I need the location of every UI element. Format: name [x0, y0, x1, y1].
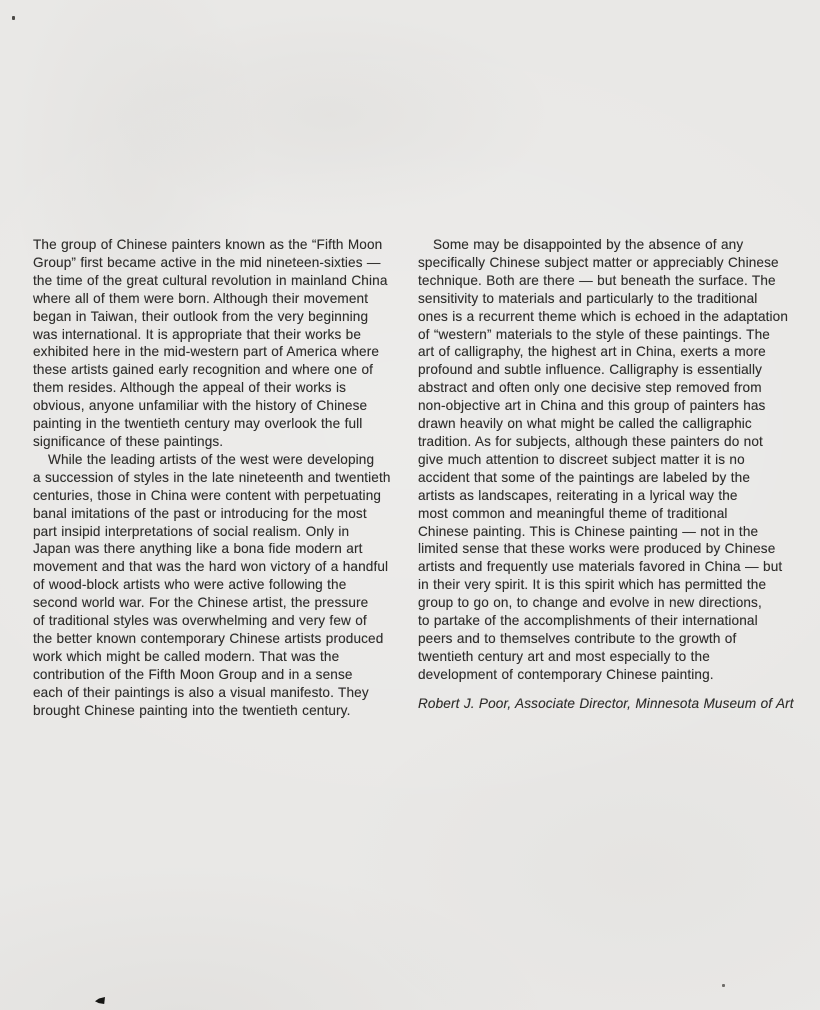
text-line: abstract and often only one decisive step removed from — [418, 380, 762, 396]
text-line: of wood-block artists who were active following the — [33, 577, 347, 593]
scan-speck-bottom-right — [722, 984, 725, 987]
text-line: painting in the twentieth century may overlook the full — [33, 416, 363, 432]
paragraph — [418, 236, 810, 684]
text-line: banal imitations of the past or introducing for the most — [33, 505, 367, 521]
text-line: them resides. Although the appeal of their works is — [33, 380, 347, 396]
text-line: to partake of the accomplishments of their international — [418, 613, 758, 629]
paragraph — [33, 451, 413, 720]
signature-line: Robert J. Poor, Associate Director, Minnesota Museum of Art — [418, 695, 794, 711]
text-line: artists and frequently use materials favored in China — but — [418, 559, 783, 575]
text-line: development of contemporary Chinese painting. — [418, 666, 714, 682]
text-line: in their very spirit. It is this spirit which has permitted the — [418, 577, 767, 593]
text-line: exhibited here in the mid-western part of America where — [33, 344, 380, 360]
text-line: most common and meaningful theme of traditional — [418, 505, 728, 521]
text-line: drawn heavily on what might be called the calligraphic — [418, 416, 752, 432]
text-line: Japan was there anything like a bona fide modern art — [33, 541, 363, 557]
text-line: work which might be called modern. That was the — [33, 648, 340, 664]
text-line: artists as landscapes, reiterating in a lyrical way the — [418, 487, 738, 503]
text-line: part insipid interpretations of social realism. Only in — [33, 523, 350, 539]
text-line: significance of these paintings. — [33, 433, 224, 449]
text-line: Group” first became active in the mid nineteen-sixties — — [33, 254, 381, 270]
text-line: Some may be disappointed by the absence of any — [433, 237, 744, 252]
text-line: contribution of the Fifth Moon Group and in a sense — [33, 666, 353, 682]
text-line: obvious, anyone unfamiliar with the history of Chinese — [33, 398, 368, 414]
text-line: tradition. As for subjects, although these painters do not — [418, 433, 763, 449]
text-line: the better known contemporary Chinese artists produced — [33, 630, 384, 646]
text-line: these artists gained early recognition and where one of — [33, 362, 374, 378]
paragraph-container-right — [418, 236, 810, 684]
text-column-right — [418, 236, 810, 713]
text-line: twentieth century art and most especially to the — [418, 648, 710, 664]
text-line: was international. It is appropriate that their works be — [33, 326, 362, 342]
text-line: give much attention to discreet subject matter it is no — [418, 451, 745, 467]
paragraph — [33, 236, 413, 451]
text-line: specifically Chinese subject matter or appreciably Chinese — [418, 254, 779, 270]
text-line: brought Chinese painting into the twentieth century. — [33, 702, 351, 718]
text-line: art of calligraphy, the highest art in China, exerts a more — [418, 344, 766, 360]
text-line: second world war. For the Chinese artist, the pressure — [33, 595, 369, 611]
text-line: non-objective art in China and this group of painters has — [418, 398, 766, 414]
text-line: limited sense that these works were produced by Chinese — [418, 541, 776, 557]
text-column-left — [33, 236, 413, 719]
text-line: the time of the great cultural revolution in mainland China — [33, 272, 388, 288]
text-line: began in Taiwan, their outlook from the very beginning — [33, 308, 369, 324]
text-line: sensitivity to materials and particularly to the traditional — [418, 290, 758, 306]
text-line: movement and that was the hard won victory of a handful — [33, 559, 389, 575]
text-line: where all of them were born. Although their movement — [33, 290, 369, 306]
text-line: a succession of styles in the late nineteenth and twentieth — [33, 469, 391, 485]
text-line: technique. Both are there — but beneath the surface. The — [418, 272, 776, 288]
scan-mark-arrow — [95, 997, 105, 1004]
text-line: each of their paintings is also a visual manifesto. They — [33, 684, 369, 700]
text-line: ones is a recurrent theme which is echoed in the adaptation — [418, 308, 789, 324]
text-line: centuries, those in China were content with perpetuating — [33, 487, 382, 503]
text-line: While the leading artists of the west were developing — [48, 451, 375, 467]
text-line: of traditional styles was overwhelming and very few of — [33, 613, 367, 629]
text-line: profound and subtle influence. Calligraphy is essentially — [418, 362, 762, 378]
text-line: of “western” materials to the style of these paintings. The — [418, 326, 770, 342]
text-line: accident that some of the paintings are labeled by the — [418, 469, 751, 485]
text-line: group to go on, to change and evolve in new directions, — [418, 595, 762, 611]
text-line: The group of Chinese painters known as the “Fifth Moon — [33, 237, 383, 252]
scan-speck-top-left — [12, 16, 15, 20]
paragraph-container-left — [33, 236, 413, 719]
text-line: peers and to themselves contribute to the growth of — [418, 630, 737, 646]
text-line: Chinese painting. This is Chinese painting — not in the — [418, 523, 759, 539]
